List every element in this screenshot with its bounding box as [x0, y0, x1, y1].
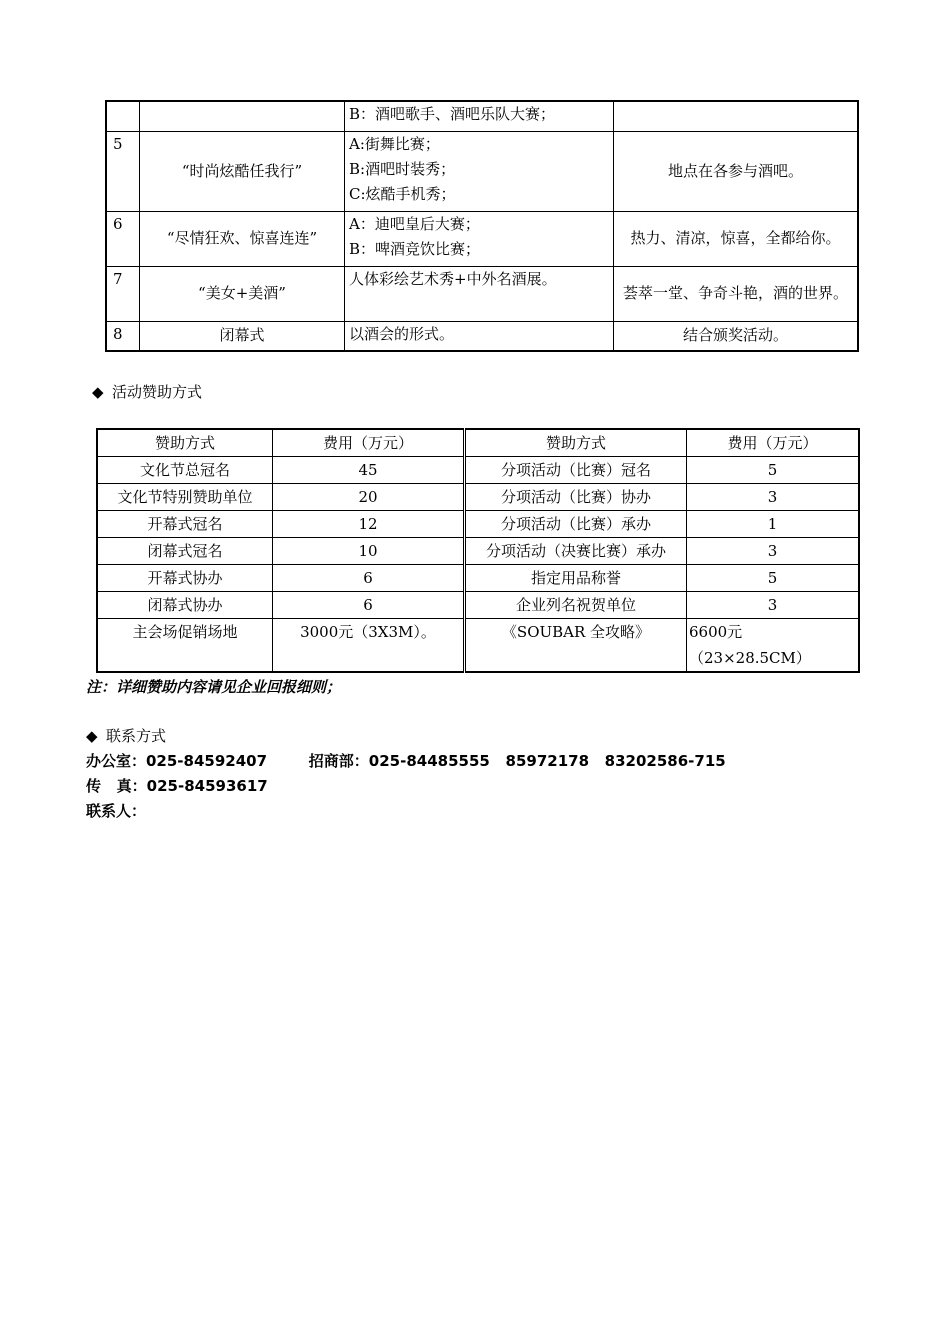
activity-row	[106, 266, 858, 321]
office-phone-line: 办公室：025-84592407 招商部：025-84485555 85972178 83202586-715	[86, 752, 726, 770]
sponsor-column-header: 费用（万元）	[687, 429, 860, 457]
activity-name: “尽情狂欢、惊喜连连”	[140, 211, 345, 266]
sponsor-cost-cell: 3000元（3X3M）。	[273, 619, 465, 673]
sponsor-cost-cell: 10	[273, 538, 465, 565]
activity-note	[614, 101, 859, 131]
sponsor-cost-cell: 5	[687, 565, 860, 592]
sponsor-cost-cell: 6600元（23×28.5CM）	[687, 619, 860, 673]
activity-content	[345, 266, 614, 321]
activity-table	[105, 100, 859, 352]
sponsor-type-cell: 分项活动（比赛）承办	[465, 511, 687, 538]
activity-name: “美女+美酒”	[140, 266, 345, 321]
activity-content-line: 以酒会的形式。	[349, 324, 455, 343]
sponsor-cost-cell: 3	[687, 484, 860, 511]
sponsor-cost-cell: 6	[273, 565, 465, 592]
sponsor-row	[97, 565, 859, 592]
activity-note: 荟萃一堂、争奇斗艳，酒的世界。	[614, 266, 859, 321]
activity-content-line: A:街舞比赛；	[349, 134, 440, 153]
sponsor-row	[97, 457, 859, 484]
activity-number: 5	[106, 131, 140, 211]
sponsor-type-cell: 主会场促销场地	[97, 619, 273, 673]
activity-name: 闭幕式	[140, 321, 345, 351]
activity-row	[106, 211, 858, 266]
sponsor-cost-cell: 6	[273, 592, 465, 619]
sponsor-cost-cell: 1	[687, 511, 860, 538]
sponsor-row	[97, 619, 859, 673]
sponsor-type-cell: 文化节特别赞助单位	[97, 484, 273, 511]
activity-content-line: C:炫酷手机秀；	[349, 184, 456, 203]
sponsor-type-cell: 分项活动（比赛）冠名	[465, 457, 687, 484]
contact-person-line: 联系人：	[86, 802, 147, 820]
sponsor-type-cell: 闭幕式协办	[97, 592, 273, 619]
activity-number	[106, 101, 140, 131]
activity-row	[106, 131, 858, 211]
sponsor-section-heading	[92, 381, 202, 402]
activity-content	[345, 211, 614, 266]
sponsor-type-cell: 分项活动（比赛）协办	[465, 484, 687, 511]
activity-note: 地点在各参与酒吧。	[614, 131, 859, 211]
diamond-bullet-icon: ◆	[86, 727, 98, 745]
activity-content	[345, 321, 614, 351]
activity-content	[345, 131, 614, 211]
activity-note: 热力、清凉，惊喜，全都给你。	[614, 211, 859, 266]
sponsor-cost-cell: 45	[273, 457, 465, 484]
activity-content-line: B：啤酒竞饮比赛；	[349, 239, 481, 258]
sponsor-cost-cell: 3	[687, 538, 860, 565]
sponsor-note: 注：详细赞助内容请见企业回报细则；	[86, 678, 342, 696]
sponsor-type-cell: 开幕式协办	[97, 565, 273, 592]
activity-content	[345, 101, 614, 131]
sponsor-cost-cell: 5	[687, 457, 860, 484]
sponsor-column-header: 赞助方式	[97, 429, 273, 457]
diamond-bullet-icon: ◆	[92, 383, 104, 401]
activity-name	[140, 101, 345, 131]
activity-note: 结合颁奖活动。	[614, 321, 859, 351]
activity-content-line: B:酒吧时装秀；	[349, 159, 456, 178]
activity-content-line: A：迪吧皇后大赛；	[349, 214, 480, 233]
contact-section-heading	[86, 725, 166, 746]
sponsor-type-cell: 分项活动（决赛比赛）承办	[465, 538, 687, 565]
activity-number: 7	[106, 266, 140, 321]
activity-row	[106, 321, 858, 351]
sponsor-row	[97, 592, 859, 619]
sponsor-header-row	[97, 429, 859, 457]
contact-heading-text: 联系方式	[106, 727, 167, 745]
activity-content-line: B：酒吧歌手、酒吧乐队大赛；	[349, 105, 556, 123]
sponsor-cost-cell: 3	[687, 592, 860, 619]
sponsor-column-header: 赞助方式	[465, 429, 687, 457]
sponsor-cost-cell: 12	[273, 511, 465, 538]
fax-line: 传 真：025-84593617	[86, 777, 268, 795]
sponsor-type-cell: 开幕式冠名	[97, 511, 273, 538]
activity-row	[106, 101, 858, 131]
sponsor-heading-text: 活动赞助方式	[112, 383, 203, 401]
sponsor-row	[97, 538, 859, 565]
sponsor-type-cell: 文化节总冠名	[97, 457, 273, 484]
activity-number: 6	[106, 211, 140, 266]
sponsor-type-cell: 指定用品称誉	[465, 565, 687, 592]
sponsor-table	[96, 428, 860, 673]
sponsor-column-header: 费用（万元）	[273, 429, 465, 457]
sponsor-type-cell: 《SOUBAR 全攻略》	[465, 619, 687, 673]
activity-name: “时尚炫酷任我行”	[140, 131, 345, 211]
sponsor-row	[97, 511, 859, 538]
activity-content-line: 人体彩绘艺术秀+中外名酒展。	[349, 269, 557, 288]
sponsor-type-cell: 闭幕式冠名	[97, 538, 273, 565]
sponsor-cost-cell: 20	[273, 484, 465, 511]
sponsor-row	[97, 484, 859, 511]
sponsor-type-cell: 企业列名祝贺单位	[465, 592, 687, 619]
activity-number: 8	[106, 321, 140, 351]
